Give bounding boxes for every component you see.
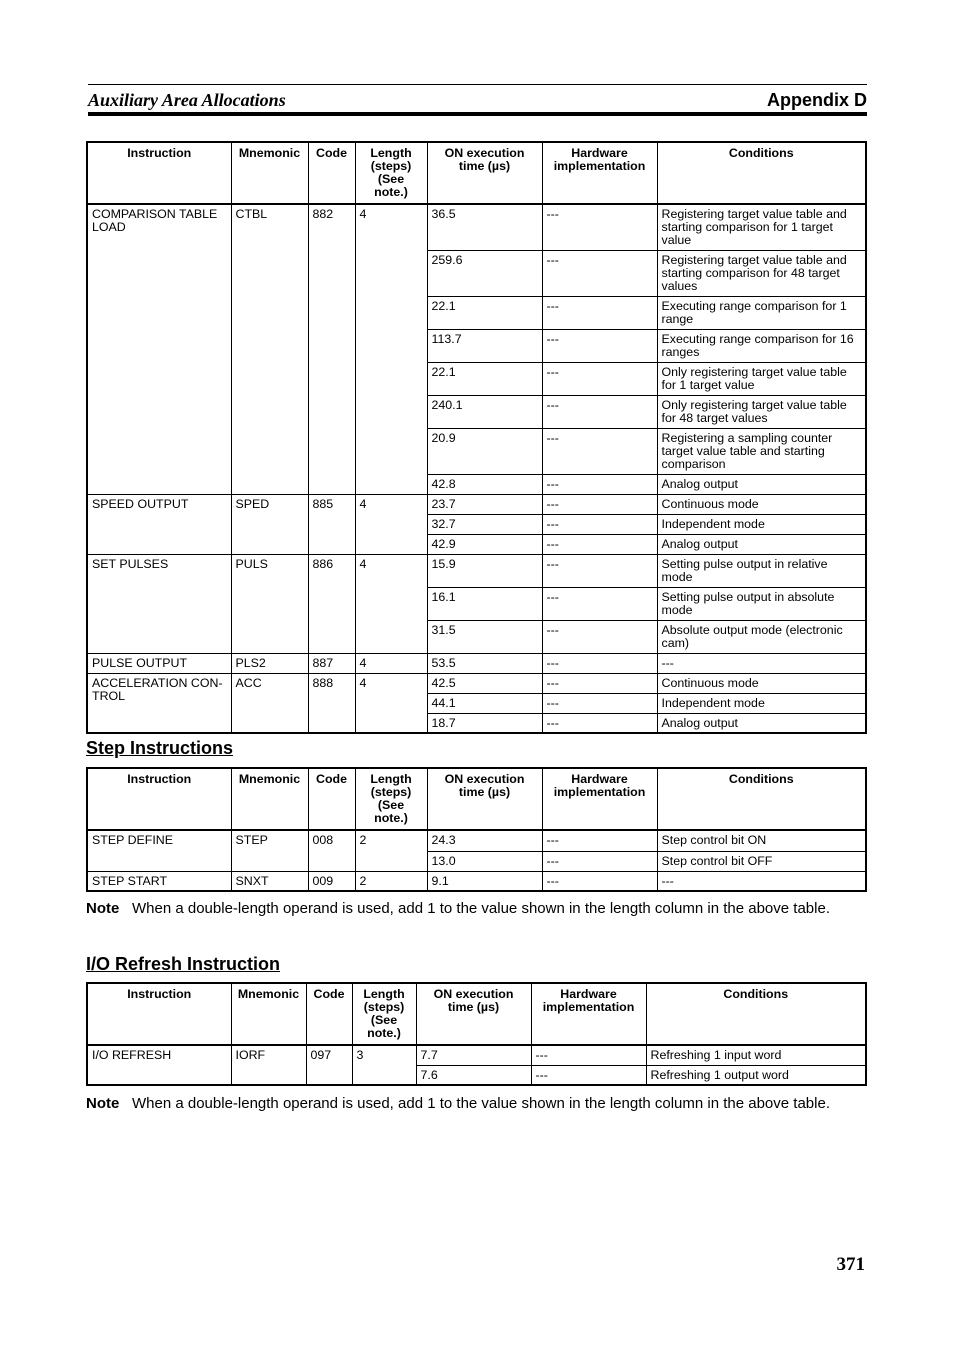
code: 888 <box>308 673 355 733</box>
note-text: When a double-length operand is used, add 1 to the value shown in the length column in the above table. <box>132 1095 830 1112</box>
conditions: Only registering target value table for 1 target value <box>657 362 866 395</box>
step-instructions-heading: Step Instructions <box>86 738 234 758</box>
table-row <box>87 830 866 851</box>
hardware: --- <box>542 395 657 428</box>
col-code: Code <box>308 768 355 830</box>
conditions: Registering a sampling counter target value table and starting comparison <box>657 428 866 474</box>
page-number: 371 <box>836 1254 865 1275</box>
col-length: Length (steps) (See note.) <box>352 983 416 1045</box>
hardware: --- <box>542 620 657 653</box>
col-length: Length (steps) (See note.) <box>355 768 427 830</box>
instruction-name: STEP DEFINE <box>87 830 231 871</box>
conditions: --- <box>657 653 866 673</box>
instruction-table-io-refresh <box>86 982 867 1086</box>
col-conditions: Conditions <box>646 983 866 1045</box>
instruction-name: I/O REFRESH <box>87 1045 231 1085</box>
on-exec-time: 32.7 <box>427 514 542 534</box>
table-header-row <box>87 768 866 830</box>
length: 4 <box>355 494 427 554</box>
hardware: --- <box>542 428 657 474</box>
hardware: --- <box>542 296 657 329</box>
instruction-name: SPEED OUTPUT <box>87 494 231 554</box>
hardware: --- <box>542 329 657 362</box>
col-mnemonic: Mnemonic <box>231 142 308 204</box>
table-row <box>87 673 866 693</box>
note-label: Note <box>86 1095 120 1112</box>
conditions: Independent mode <box>657 693 866 713</box>
col-length: Length (steps) (See note.) <box>355 142 427 204</box>
hardware: --- <box>542 693 657 713</box>
on-exec-time: 15.9 <box>427 554 542 587</box>
conditions: Only registering target value table for 48 target values <box>657 395 866 428</box>
col-code: Code <box>306 983 352 1045</box>
note-text: When a double-length operand is used, add 1 to the value shown in the length column in the above table. <box>132 900 830 917</box>
on-exec-time: 22.1 <box>427 296 542 329</box>
instruction-name: ACCELERATION CON-TROL <box>87 673 231 733</box>
hardware: --- <box>542 851 657 871</box>
col-hardware: Hardware implementation <box>542 142 657 204</box>
on-exec-time: 36.5 <box>427 204 542 250</box>
mnemonic: PLS2 <box>231 653 308 673</box>
mnemonic: SPED <box>231 494 308 554</box>
conditions: --- <box>657 871 866 891</box>
col-on-exec: ON execution time (µs) <box>427 142 542 204</box>
hardware: --- <box>542 204 657 250</box>
note-io-refresh <box>86 1094 865 1113</box>
conditions: Refreshing 1 input word <box>646 1045 866 1065</box>
hardware: --- <box>542 362 657 395</box>
length: 2 <box>355 871 427 891</box>
on-exec-time: 42.8 <box>427 474 542 494</box>
table-header-row <box>87 142 866 204</box>
conditions: Executing range comparison for 16 ranges <box>657 329 866 362</box>
mnemonic: PULS <box>231 554 308 653</box>
instruction-table-step <box>86 767 867 892</box>
code: 886 <box>308 554 355 653</box>
table-header-row <box>87 983 866 1045</box>
col-on-exec: ON execution time (µs) <box>416 983 531 1045</box>
conditions: Registering target value table and starting comparison for 48 target values <box>657 250 866 296</box>
col-on-exec: ON execution time (µs) <box>427 768 542 830</box>
conditions: Continuous mode <box>657 673 866 693</box>
on-exec-time: 23.7 <box>427 494 542 514</box>
hardware: --- <box>542 514 657 534</box>
conditions: Continuous mode <box>657 494 866 514</box>
on-exec-time: 240.1 <box>427 395 542 428</box>
hardware: --- <box>531 1065 646 1085</box>
table-row <box>87 204 866 250</box>
table-row <box>87 554 866 587</box>
on-exec-time: 44.1 <box>427 693 542 713</box>
table-row <box>87 653 866 673</box>
mnemonic: STEP <box>231 830 308 871</box>
length: 4 <box>355 673 427 733</box>
conditions: Step control bit ON <box>657 830 866 851</box>
mnemonic: SNXT <box>231 871 308 891</box>
on-exec-time: 18.7 <box>427 713 542 733</box>
hardware: --- <box>542 871 657 891</box>
on-exec-time: 31.5 <box>427 620 542 653</box>
io-refresh-heading: I/O Refresh Instruction <box>86 954 281 974</box>
length: 4 <box>355 653 427 673</box>
code: 885 <box>308 494 355 554</box>
hardware: --- <box>531 1045 646 1065</box>
length: 3 <box>352 1045 416 1085</box>
col-conditions: Conditions <box>657 768 866 830</box>
instruction-name: SET PULSES <box>87 554 231 653</box>
appendix-label: Appendix D <box>766 90 867 110</box>
mnemonic: ACC <box>231 673 308 733</box>
length: 4 <box>355 554 427 653</box>
on-exec-time: 22.1 <box>427 362 542 395</box>
col-hardware: Hardware implementation <box>531 983 646 1045</box>
conditions: Step control bit OFF <box>657 851 866 871</box>
instruction-name: PULSE OUTPUT <box>87 653 231 673</box>
on-exec-time: 20.9 <box>427 428 542 474</box>
col-instruction: Instruction <box>87 142 231 204</box>
hardware: --- <box>542 830 657 851</box>
col-instruction: Instruction <box>87 768 231 830</box>
instruction-name: STEP START <box>87 871 231 891</box>
hardware: --- <box>542 474 657 494</box>
code: 009 <box>308 871 355 891</box>
mnemonic: CTBL <box>231 204 308 494</box>
code: 097 <box>306 1045 352 1085</box>
on-exec-time: 24.3 <box>427 830 542 851</box>
hardware: --- <box>542 713 657 733</box>
note-label: Note <box>86 900 120 917</box>
hardware: --- <box>542 250 657 296</box>
on-exec-time: 42.9 <box>427 534 542 554</box>
conditions: Setting pulse output in relative mode <box>657 554 866 587</box>
header-rule-bottom <box>88 112 867 116</box>
col-mnemonic: Mnemonic <box>231 983 306 1045</box>
on-exec-time: 42.5 <box>427 673 542 693</box>
length: 4 <box>355 204 427 494</box>
conditions: Analog output <box>657 534 866 554</box>
conditions: Absolute output mode (electronic cam) <box>657 620 866 653</box>
table-row <box>87 871 866 891</box>
conditions: Registering target value table and starting comparison for 1 target value <box>657 204 866 250</box>
code: 887 <box>308 653 355 673</box>
code: 882 <box>308 204 355 494</box>
hardware: --- <box>542 673 657 693</box>
on-exec-time: 7.7 <box>416 1045 531 1065</box>
on-exec-time: 53.5 <box>427 653 542 673</box>
conditions: Independent mode <box>657 514 866 534</box>
table-row <box>87 1045 866 1065</box>
col-hardware: Hardware implementation <box>542 768 657 830</box>
hardware: --- <box>542 587 657 620</box>
conditions: Setting pulse output in absolute mode <box>657 587 866 620</box>
section-header-title: Auxiliary Area Allocations <box>88 90 286 110</box>
col-instruction: Instruction <box>87 983 231 1045</box>
table-row <box>87 494 866 514</box>
col-mnemonic: Mnemonic <box>231 768 308 830</box>
conditions: Executing range comparison for 1 range <box>657 296 866 329</box>
on-exec-time: 13.0 <box>427 851 542 871</box>
col-code: Code <box>308 142 355 204</box>
header-rule-top <box>88 84 867 85</box>
on-exec-time: 9.1 <box>427 871 542 891</box>
code: 008 <box>308 830 355 871</box>
length: 2 <box>355 830 427 871</box>
on-exec-time: 113.7 <box>427 329 542 362</box>
on-exec-time: 7.6 <box>416 1065 531 1085</box>
mnemonic: IORF <box>231 1045 306 1085</box>
hardware: --- <box>542 494 657 514</box>
hardware: --- <box>542 554 657 587</box>
conditions: Refreshing 1 output word <box>646 1065 866 1085</box>
note-step <box>86 899 865 918</box>
instruction-table-pulse <box>86 141 867 734</box>
hardware: --- <box>542 534 657 554</box>
conditions: Analog output <box>657 713 866 733</box>
on-exec-time: 16.1 <box>427 587 542 620</box>
instruction-name: COMPARISON TABLE LOAD <box>87 204 231 494</box>
col-conditions: Conditions <box>657 142 866 204</box>
conditions: Analog output <box>657 474 866 494</box>
hardware: --- <box>542 653 657 673</box>
on-exec-time: 259.6 <box>427 250 542 296</box>
